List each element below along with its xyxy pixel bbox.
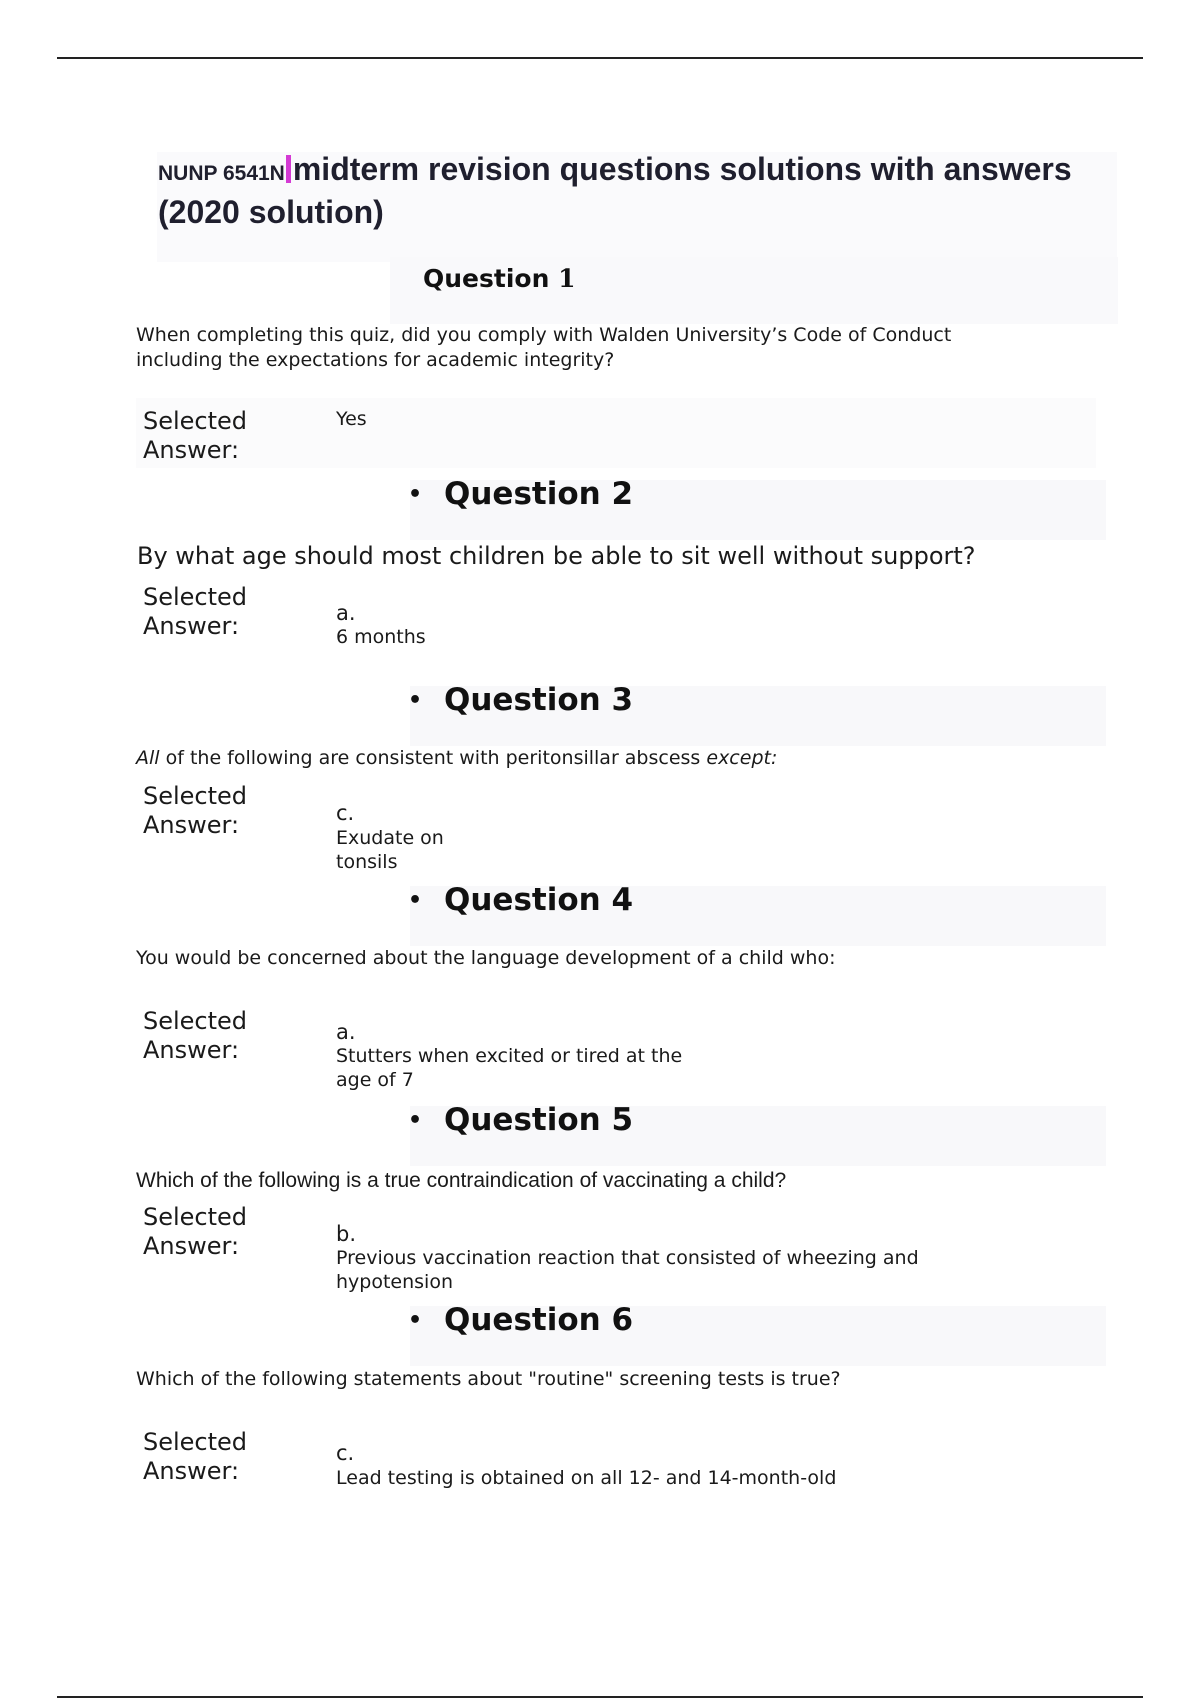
question-6-selected-answer-label: Selected Answer:	[143, 1428, 248, 1485]
course-code: NUNP 6541N	[158, 162, 285, 185]
bullet-icon: •	[408, 1107, 423, 1133]
question-4-answer-text: Stutters when excited or tired at the age of 7	[336, 1045, 683, 1091]
question-1-text: When completing this quiz, did you comply with Walden University’s Code of Conduct including the expectations for academic integrity?	[136, 324, 952, 371]
question-6-answer-text: Lead testing is obtained on all 12- and 14-month-old	[336, 1467, 837, 1489]
bullet-icon: •	[408, 687, 423, 713]
text-cursor-icon	[286, 155, 291, 183]
question-6-answer-letter: c.	[336, 1441, 355, 1465]
question-3-answer-letter: c.	[336, 801, 355, 825]
question-6-text: Which of the following statements about "routine" screening tests is true?	[136, 1368, 841, 1390]
question-2-answer-text: 6 months	[336, 626, 426, 648]
question-1-heading: Question 1	[423, 264, 576, 293]
question-4-answer-letter: a.	[336, 1020, 356, 1044]
question-2-heading: • Question 2	[408, 476, 634, 512]
question-5-selected-answer-label: Selected Answer:	[143, 1203, 248, 1260]
question-3-answer-text: Exudate on tonsils	[336, 827, 444, 873]
question-5-text: Which of the following is a true contraindication of vaccinating a child?	[136, 1169, 787, 1192]
question-6-heading: • Question 6	[408, 1302, 634, 1338]
document-title	[158, 150, 1118, 231]
bottom-rule	[57, 1696, 1143, 1698]
question-3-selected-answer-label: Selected Answer:	[143, 782, 248, 839]
top-rule	[57, 57, 1143, 59]
question-1-answer-text: Yes	[336, 408, 367, 430]
question-2-answer-letter: a.	[336, 601, 356, 625]
bullet-icon: •	[408, 1307, 423, 1333]
question-5-answer-text: Previous vaccination reaction that consisted of wheezing and hypotension	[336, 1247, 919, 1293]
bullet-icon: •	[408, 887, 423, 913]
bullet-icon: •	[408, 481, 423, 507]
question-1-selected-answer-label: Selected Answer:	[143, 407, 248, 464]
question-2-text: By what age should most children be able to sit well without support?	[137, 542, 976, 570]
question-5-answer-letter: b.	[336, 1222, 357, 1246]
question-4-text: You would be concerned about the language development of a child who:	[136, 947, 836, 969]
question-4-selected-answer-label: Selected Answer:	[143, 1007, 248, 1064]
question-4-heading: • Question 4	[408, 882, 634, 918]
question-3-heading: • Question 3	[408, 682, 634, 718]
question-5-heading: • Question 5	[408, 1102, 634, 1138]
question-2-selected-answer-label: Selected Answer:	[143, 583, 248, 640]
title-text: midterm revision questions solutions with answers (2020 solution)	[158, 151, 1072, 230]
question-1-number: 1	[558, 264, 576, 293]
question-3-text: All of the following are consistent with peritonsillar abscess except:	[136, 747, 778, 769]
